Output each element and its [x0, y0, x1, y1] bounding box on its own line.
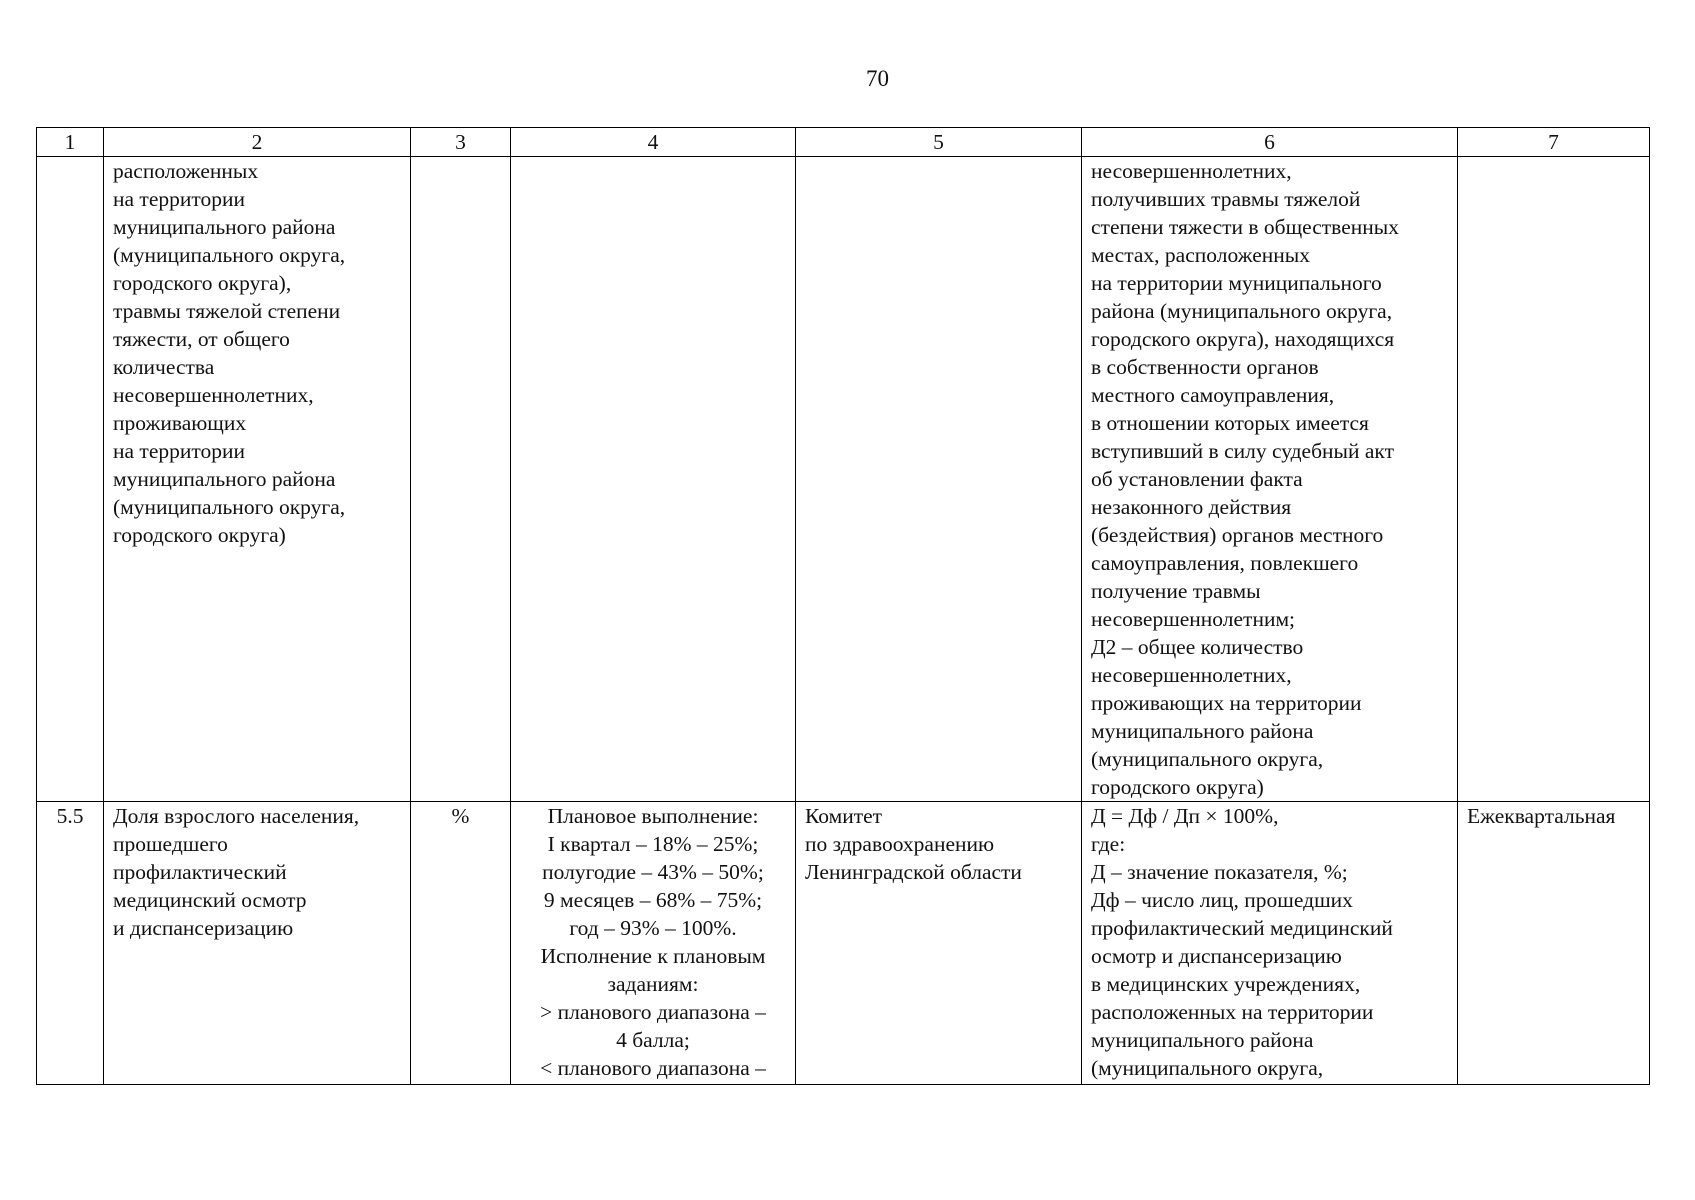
cell-text-line: несовершеннолетних, — [1091, 663, 1292, 687]
header-col-3: 3 — [411, 128, 511, 157]
cell-text-line: (муниципального округа, — [1091, 1056, 1324, 1080]
cell-text-line: получение травмы — [1091, 579, 1261, 603]
cell-text-line: городского округа) — [113, 523, 286, 547]
cell-text-line: полугодие – 43% – 50%; — [542, 860, 764, 884]
cell-text-line: Исполнение к плановым — [540, 944, 766, 968]
header-col-6: 6 — [1082, 128, 1458, 157]
header-col-1: 1 — [37, 128, 104, 157]
cell-responsible — [796, 157, 1082, 802]
cell-text-line: (муниципального округа, — [1091, 747, 1324, 771]
cell-text-line: проживающих на территории — [1091, 691, 1362, 715]
cell-number — [37, 157, 104, 802]
cell-text-line: Д2 – общее количество — [1091, 635, 1304, 659]
cell-number — [37, 802, 104, 1085]
cell-text-line: в собственности органов — [1091, 355, 1319, 379]
cell-text-line: Комитет — [805, 804, 883, 828]
cell-text-line: Ленинградской области — [805, 860, 1022, 884]
cell-text-line: и диспансеризацию — [113, 916, 294, 940]
cell-text-line: осмотр и диспансеризацию — [1091, 944, 1342, 968]
cell-text-line: I квартал – 18% – 25%; — [547, 832, 759, 856]
cell-text-line: 9 месяцев – 68% – 75%; — [543, 888, 763, 912]
cell-text-line: прошедшего — [113, 832, 228, 856]
cell-text-line: количества — [113, 355, 215, 379]
cell-unit — [411, 802, 511, 1085]
cell-plan — [511, 802, 796, 1085]
cell-formula — [1082, 802, 1458, 1085]
cell-text-line: заданиям: — [607, 972, 699, 996]
cell-frequency — [1458, 157, 1650, 802]
cell-text-line: % — [451, 804, 470, 828]
cell-text-line: района (муниципального округа, — [1091, 299, 1393, 323]
cell-text-line: Плановое выполнение: — [547, 804, 759, 828]
cell-text-line: муниципального района — [113, 467, 336, 491]
cell-text-line: > планового диапазона – — [540, 1000, 766, 1024]
cell-text-line: где: — [1091, 832, 1126, 856]
cell-text-line: на территории — [113, 187, 245, 211]
cell-text-line: Д = Дф / Дп × 100%, — [1091, 804, 1279, 828]
cell-text-line: степени тяжести в общественных — [1091, 215, 1399, 239]
cell-text-line: городского округа), находящихся — [1091, 327, 1395, 351]
cell-text-line: проживающих — [113, 411, 247, 435]
cell-text-line: < планового диапазона – — [540, 1056, 766, 1080]
header-col-5: 5 — [796, 128, 1082, 157]
cell-text-line: год – 93% – 100%. — [569, 916, 737, 940]
cell-text-line: на территории — [113, 439, 245, 463]
cell-frequency — [1458, 802, 1650, 1085]
table-row-5-5 — [37, 802, 1650, 1085]
indicators-table — [36, 127, 1650, 1085]
cell-text-line: Д – значение показателя, %; — [1091, 860, 1348, 884]
cell-text-line: городского округа), — [113, 271, 292, 295]
cell-text-line: получивших травмы тяжелой — [1091, 187, 1361, 211]
cell-text-line: местного самоуправления, — [1091, 383, 1335, 407]
header-col-2: 2 — [104, 128, 411, 157]
cell-text-line: муниципального района — [1091, 719, 1314, 743]
cell-text-line: Дф – число лиц, прошедших — [1091, 888, 1353, 912]
cell-indicator-name — [104, 157, 411, 802]
cell-indicator-name — [104, 802, 411, 1085]
header-col-4: 4 — [511, 128, 796, 157]
cell-text-line: травмы тяжелой степени — [113, 299, 341, 323]
cell-text-line: тяжести, от общего — [113, 327, 290, 351]
cell-text-line: по здравоохранению — [805, 832, 995, 856]
cell-text-line: об установлении факта — [1091, 467, 1303, 491]
cell-text-line: в отношении которых имеется — [1091, 411, 1369, 435]
cell-text-line: профилактический — [113, 860, 287, 884]
cell-formula — [1082, 157, 1458, 802]
page-number: 70 — [866, 66, 889, 91]
cell-text-line: местах, расположенных — [1091, 243, 1310, 267]
cell-text-line: (бездействия) органов местного — [1091, 523, 1384, 547]
cell-text-line: Ежеквартальная — [1467, 804, 1616, 828]
cell-unit — [411, 157, 511, 802]
cell-text-line: муниципального района — [1091, 1028, 1314, 1052]
cell-text-line: муниципального района — [113, 215, 336, 239]
cell-text-line: самоуправления, повлекшего — [1091, 551, 1359, 575]
header-row — [37, 128, 1650, 157]
cell-text-line: 5.5 — [56, 804, 84, 828]
cell-text-line: несовершеннолетним; — [1091, 607, 1296, 631]
cell-text-line: (муниципального округа, — [113, 243, 346, 267]
table-row-continued — [37, 157, 1650, 802]
cell-text-line: расположенных — [113, 159, 259, 183]
header-col-7: 7 — [1458, 128, 1650, 157]
cell-text-line: на территории муниципального — [1091, 271, 1382, 295]
cell-text-line: незаконного действия — [1091, 495, 1292, 519]
cell-text-line: Доля взрослого населения, — [113, 804, 360, 828]
cell-text-line: в медицинских учреждениях, — [1091, 972, 1361, 996]
cell-text-line: городского округа) — [1091, 775, 1264, 799]
cell-text-line: расположенных на территории — [1091, 1000, 1374, 1024]
cell-text-line: несовершеннолетних, — [113, 383, 314, 407]
cell-responsible — [796, 802, 1082, 1085]
cell-text-line: медицинский осмотр — [113, 888, 307, 912]
cell-text-line: профилактический медицинский — [1091, 916, 1393, 940]
cell-text-line: несовершеннолетних, — [1091, 159, 1292, 183]
cell-text-line: (муниципального округа, — [113, 495, 346, 519]
cell-text-line: вступивший в силу судебный акт — [1091, 439, 1394, 463]
cell-text-line: 4 балла; — [616, 1028, 690, 1052]
cell-plan — [511, 157, 796, 802]
